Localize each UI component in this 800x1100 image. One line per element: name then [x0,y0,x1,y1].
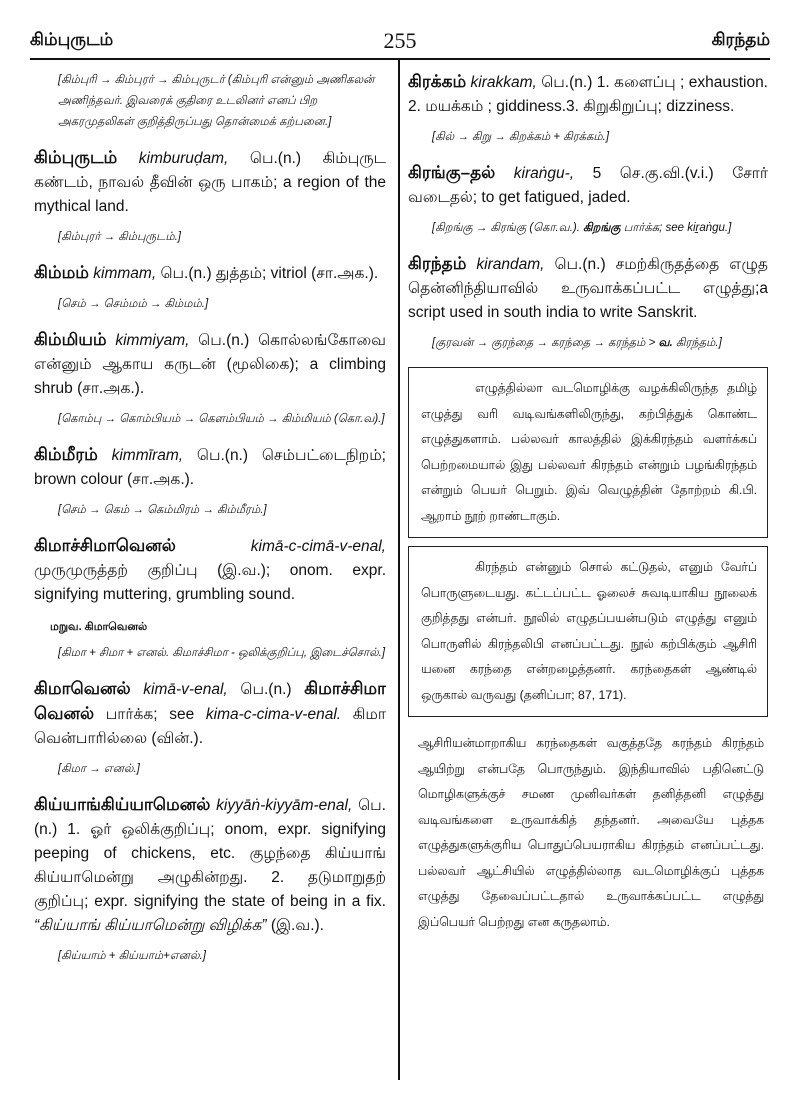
etymology: [கில் → கிறு → கிறக்கம் + கிரக்கம்.] [432,131,610,143]
definition: பெ.(n.) செம்பட்டைநிறம்; brown colour (சா.அக.). [34,447,386,488]
transliteration: kimā-v-enal, [143,681,228,698]
etymology: [கிமா + சிமா + எனல். கிமாச்சிமா - ஒலிக்குறிப்பு, இடைச்சொல்.] [58,647,386,659]
etymology: [செம் → கெம் → கெம்மிரம் → கிம்மீரம்.] [58,504,267,516]
headword: கிமாவெனல் [34,679,131,698]
headword: கிம்புருடம் [34,148,118,167]
headword: கிய்யாங்கிய்யாமெனல் [34,795,211,814]
column-divider [398,60,400,1080]
transliteration: kimmiyam, [115,332,190,349]
transliteration: kiraṅgu-, [513,165,575,182]
definition: பெ.(n.) துத்தம்; vitriol (சா.அக.). [156,265,379,282]
source: (இ.வ.). [266,917,324,934]
definition: பெ.(n.) கொல்லங்கோவை என்னும் ஆகாய கருடன் (மூலிகை); a climbing shrub (சா.அக.). [34,332,386,397]
etymology-text: [கிறங்கு → கிரங்கு (கொ.வ.). [432,222,584,234]
transliteration: kimmam, [93,265,157,282]
dictionary-entry [34,261,386,286]
transliteration: kirandam, [476,256,545,273]
etymology [432,333,768,354]
transliteration: kirakkam, [470,74,537,91]
page-number: 255 [383,28,417,53]
dictionary-entry [408,161,768,210]
definition: 5 செ.கு.வி.(v.i.) சோர் வடைதல்; to get fatigued, jaded. [408,165,768,206]
commentary-box [408,546,768,717]
definition: பெ.(n.) சமற்கிருதத்தை எழுத தென்னிந்தியாவில் உருவாக்கப்பட்ட எழுத்து;a script used in south india to write Sanskrit. [408,256,768,321]
headword: கிரங்கு–தல் [408,163,496,182]
dictionary-entry [408,70,768,119]
etymology: [கிய்யாம் + கிய்யாம்+எனல்.] [58,950,206,962]
definition: கிமா வென்பாரில்லை (வின்.). [34,706,386,747]
right-column [408,70,768,1090]
etymology: [கிம்புரர் → கிம்புருடம்.] [58,231,181,243]
dictionary-entry [34,328,386,401]
dictionary-entry [34,443,386,492]
etymology: [கொம்பு → கொம்பியம் → கௌம்பியம் → கிம்மியம் (கொ.வ).] [58,413,385,425]
definition: பெ.(n.) [227,681,305,698]
definition: பெ.(n.) 1. களைப்பு ; exhaustion. 2. மயக்கம் ; giddiness.3. கிறுகிறுப்பு; dizziness. [408,74,768,115]
headword: கிம்மம் [34,263,89,282]
header-first-word: கிம்புருடம் [30,30,114,49]
headword: கிரந்தம் [408,254,467,273]
quotation: “கிய்யாங் கிய்யாமென்று விழிக்க” [34,917,267,934]
commentary-box [408,367,768,538]
left-column [34,70,386,1090]
commentary-paragraph: எழுத்தில்லா வடமொழிக்கு வழக்கிலிருந்த தமிழ் எழுத்து வரி வடிவங்களிலிருந்து, கற்பித்துக் கொண்ட எழுத்துகளாம். பல்லவர் காலத்தில் இக்கிரந்தம் வளர்க்கப் பெற்றமையால் இது பல்லவர் கிரந்தம் என்றும் பழங்கிரந்தம் என்றும் பெயர் பெறும். இவ் வெழுத்தின் தோற்றம் கி.பி. ஆறாம் நூற் றாண்டாகும். [421,381,757,523]
cross-reference-transliteration: kima-c-cima-v-enal. [205,706,342,723]
headword: கிரக்கம் [408,72,467,91]
transliteration: kimā-c-cimā-v-enal, [250,538,386,555]
etymology: [செம் → செம்மம் → கிம்மம்.] [58,298,209,310]
definition: பெ.(n.) கிம்புருட கண்டம், நாவல் தீவின் ஒரு பாகம்; a region of the mythical land. [34,150,386,215]
language-tag: வ. [658,337,673,349]
dictionary-entry [34,534,386,607]
cross-reference: கிமாச்சிமா வெனல் [34,679,386,723]
definition: முருமுருத்தற் குறிப்பு (இ.வ.); onom. expr. signifying muttering, grumbling sound. [34,562,386,603]
commentary-paragraph: ஆசிரியன்மாறாகிய கரந்தைகள் வகுத்ததே கரந்தம் கிரந்தம் ஆயிற்று என்பதே பொருந்தும். இந்தியாவில் பதினெட்டு மொழிகளுக்குச் சமண முனிவர்கள் தனித்தனி எழுத்து வடிவங்களை உருவாக்கித் தந்தனர். அவையே புத்தக எழுத்துகளுக்குரிய பொதுப்பெயராகிய கிரந்தம் எனப்பட்டது. பல்லவர் ஆட்சியில் எழுத்தில்லாத வடமொழிக்குப் புத்தக எழுத்து தேவைப்பட்டதால் உருவாக்கப்பட்ட எழுத்து இப்பெயர் பெற்றது என கருதலாம். [418,736,764,929]
page-header [30,30,770,54]
definition: பெ.(n.) 1. ஓர் ஒலிக்குறிப்பு; onom, expr. signifying peeping of chickens, etc. குழந்தை கிய்யாங் கிய்யாமென்று அழுகின்றது. 2. தடுமாறுதற் குறிப்பு; expr. signifying the state of being in a fix. [34,797,386,910]
dictionary-entry [34,793,386,938]
dictionary-entry [34,677,386,751]
header-last-word: கிரந்தம் [711,30,770,49]
header-rule [30,58,770,60]
etymology: [கிமா → எனல்.] [58,763,140,775]
transliteration: kimburuḍam, [138,150,229,167]
dictionary-entry [34,146,386,219]
etymology-text: கிரந்தம்.] [672,337,722,349]
etymology: [கிம்புரி → கிம்புரர் → கிம்புருடர் (கிம்புரி என்னும் அணிகலன் அணிந்தவர். இவரைக் குதிரை உடலினர் எனப் பிற அகரமுதலிகள் குறித்திருப்பது தொன்மைக் கற்பனை.] [58,74,375,128]
variant-note: மறுவ. கிமாவெனல் [50,621,148,633]
dictionary-entry [408,252,768,325]
headword: கிமாச்சிமாவெனல் [34,536,176,555]
headword: கிம்மீரம் [34,445,98,464]
transliteration: kimmīram, [111,447,184,464]
etymology [432,218,768,239]
transliteration: kiyyāṅ-kiyyām-enal, [216,797,353,814]
etymology-text: [குரவன் → குரந்தை → கரந்தை → கரந்தம் > [432,337,659,349]
headword: கிம்மியம் [34,330,107,349]
etymology-text: பார்க்க; see kiṟaṅgu.] [620,222,732,234]
commentary-paragraph: கிரந்தம் என்னும் சொல் கட்டுதல், எனும் வேர்ப் பொருளுடையது. கட்டப்பட்ட ஓலைச் சுவடியாகிய நூலைக் குறித்தது என்பர். நூலில் எழுதப்பயன்படும் எழுத்து எனும் பொருளில் கிரந்தலிபி எனப்பட்டது. நூல் கற்பிக்கும் ஆசிரி யனை கரந்தை என்றழைத்தனர். கரந்தைகள் ஆண்டில் ஒருகால் வருவது (தனிப்பா; 87, 171). [421,560,757,702]
definition: பார்க்க; see [94,706,206,723]
cross-reference: கிறங்கு [583,222,621,234]
